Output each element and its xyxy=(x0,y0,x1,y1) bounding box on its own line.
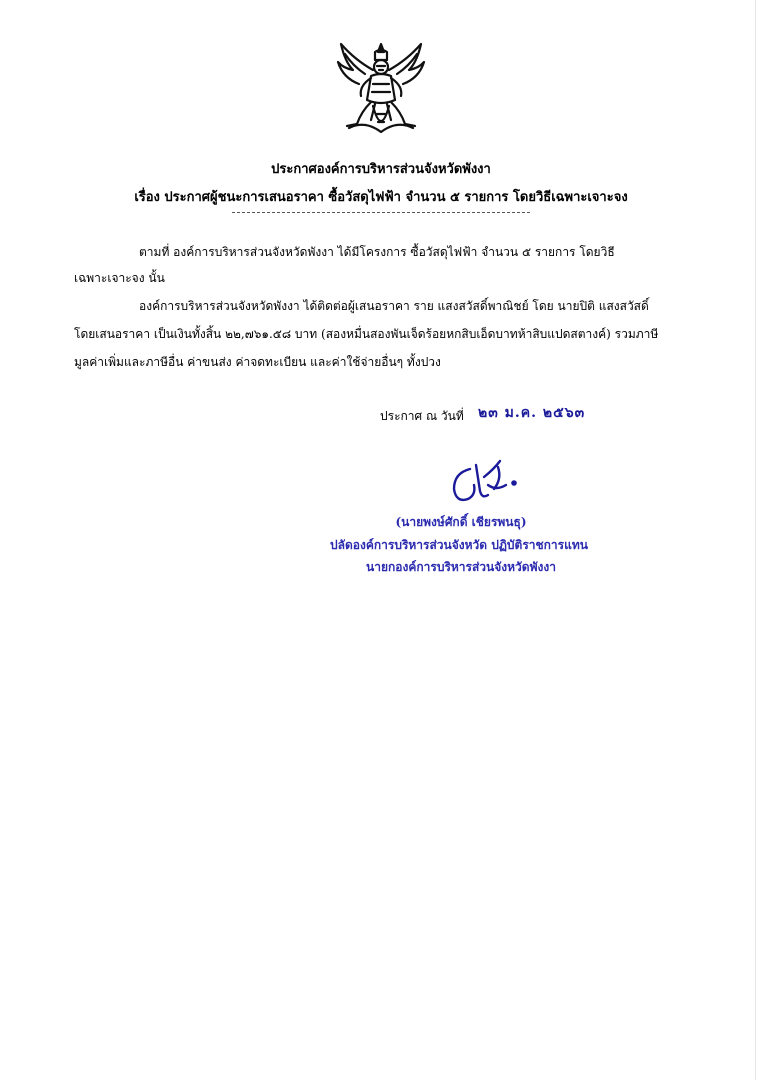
announcement-subject: เรื่อง ประกาศผู้ชนะการเสนอราคา ซื้อวัสดุไฟฟ้า จำนวน ๕ รายการ โดยวิธีเฉพาะเจาะจง xyxy=(134,190,628,205)
paragraph-1-line-1: ตามที่ องค์การบริหารส่วนจังหวัดพังงา ได้มีโครงการ ซื้อวัสดุไฟฟ้า จำนวน ๕ รายการ โดยวิธี xyxy=(139,245,615,259)
signatory-organization: นายกองค์การบริหารส่วนจังหวัดพังงา xyxy=(366,560,556,574)
divider xyxy=(232,212,530,213)
garuda-emblem-icon xyxy=(335,40,427,140)
paragraph-1-line-2: เฉพาะเจาะจง นั้น xyxy=(74,271,165,285)
signatory-position: ปลัดองค์การบริหารส่วนจังหวัด ปฏิบัติราชการแทน xyxy=(330,538,588,552)
page-edge xyxy=(755,0,756,1080)
date-value: ๒๓ ม.ค. ๒๕๖๓ xyxy=(478,405,586,421)
signatory-name: (นายพงษ์ศักดิ์ เชียรพนธุ) xyxy=(395,515,527,529)
announcement-title: ประกาศองค์การบริหารส่วนจังหวัดพังงา xyxy=(271,162,491,177)
paragraph-2-line-3: มูลค่าเพิ่มและภาษีอื่น ค่าขนส่ง ค่าจดทะเบียน และค่าใช้จ่ายอื่นๆ ทั้งปวง xyxy=(74,355,441,369)
paragraph-2-line-2: โดยเสนอราคา เป็นเงินทั้งสิ้น ๒๒,๗๖๑.๕๘ บาท (สองหมื่นสองพันเจ็ดร้อยหกสิบเอ็ดบาทห้าสิบแปดสตางค์) รวมภาษี xyxy=(74,327,659,341)
paragraph-2-line-1: องค์การบริหารส่วนจังหวัดพังงา ได้ติดต่อผู้เสนอราคา ราย แสงสวัสดิ์พาณิชย์ โดย นายปิติ แสงสวัสดิ์ xyxy=(139,299,649,313)
date-label: ประกาศ ณ วันที่ xyxy=(380,409,464,423)
handwritten-signature-icon xyxy=(440,455,530,515)
